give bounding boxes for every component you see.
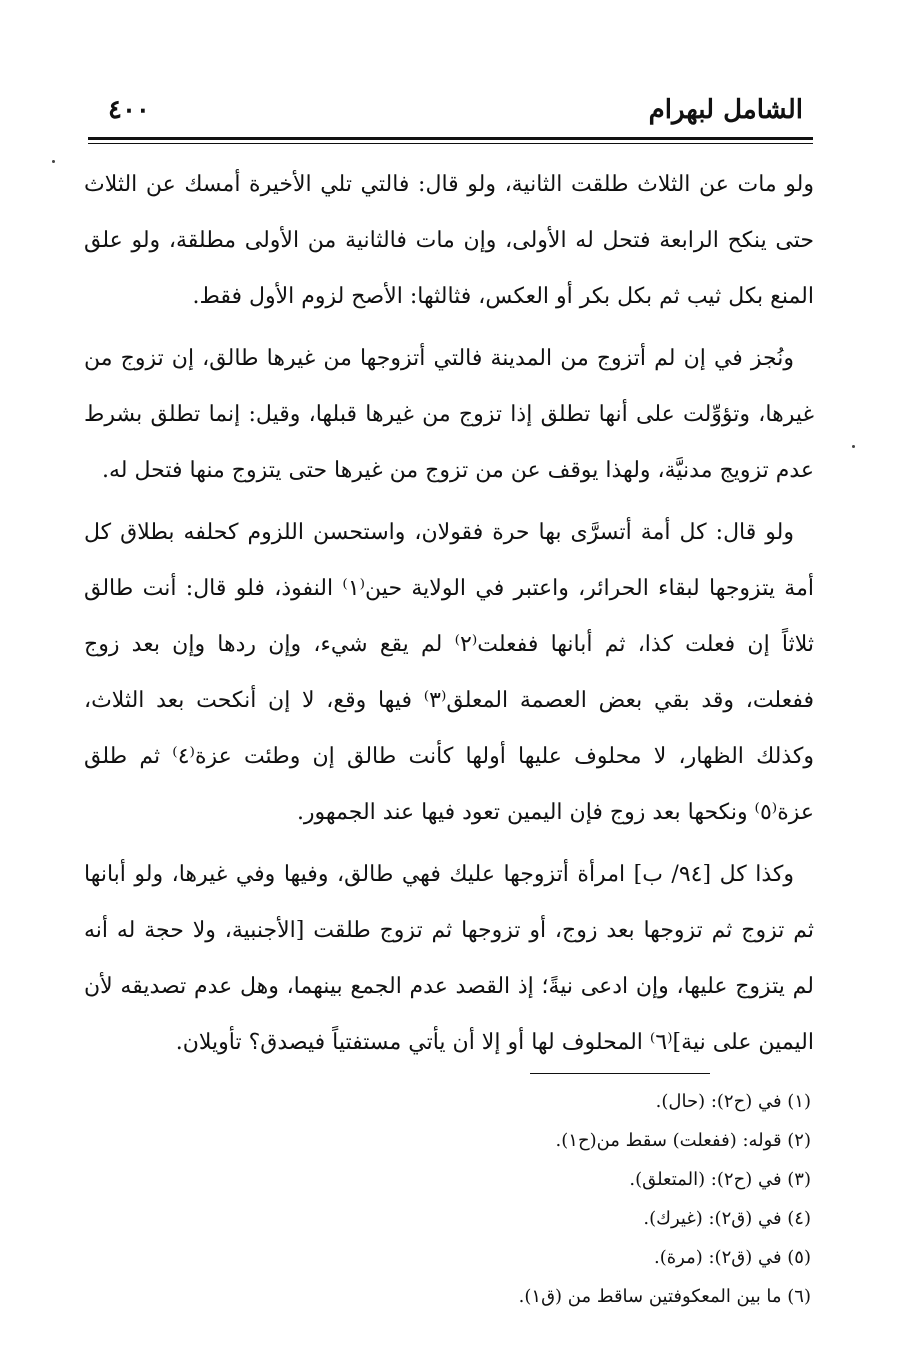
running-header: [88, 92, 813, 132]
footnote: (٥) في (ق٢): (مرة).: [653, 1247, 811, 1268]
page-number: ٤٠٠: [108, 95, 150, 125]
footnote-separator: [530, 1073, 710, 1074]
scan-speck: [852, 445, 855, 448]
scan-speck: [52, 160, 55, 163]
footnotes: [81, 1082, 811, 1316]
paragraph: ولو مات عن الثلاث طلقت الثانية، ولو قال: فالتي تلي الأخيرة أمسك عن الثلاث حتى ينكح الرابعة فتحل له الأولى، وإن مات فالثانية من الأولى مطلقة، ولو علق المنع بكل ثيب ثم بكل بكر أو العكس، فثالثها: الأصح لزوم الأول فقط.: [84, 172, 814, 309]
header-rule-thick: [88, 137, 813, 140]
paragraph: ونُجز في إن لم أتزوج من المدينة فالتي أتزوجها من غيرها طالق، إن تزوج من غيرها، وتؤوِّلت على أنها تطلق إذا تزوج من غيرها قبلها، وقيل: إنما تطلق بشرط عدم تزويج مدنيَّة، ولهذا يوقف عن من تزوج من غيرها حتى يتزوج منها فتحل له.: [84, 346, 814, 483]
book-title: الشامل لبهرام: [648, 95, 803, 125]
footnote: (١) في (ح٢): (حال).: [655, 1091, 811, 1112]
footnote: (٣) في (ح٢): (المتعلق).: [629, 1169, 811, 1190]
footnote: (٦) ما بين المعكوفتين ساقط من (ق١).: [518, 1286, 811, 1307]
main-text: [84, 157, 814, 1077]
footnote: (٤) في (ق٢): (غيرك).: [643, 1208, 811, 1229]
paragraph: وكذا كل [٩٤/ ب] امرأة أتزوجها عليك فهي طالق، وفيها وفي غيرها، ولو أبانها ثم تزوج ثم تزوجها بعد زوج، أو تزوجها ثم تزوج طلقت [الأجنبية، ولا حجة له أنه لم يتزوج عليها، وإن ادعى نيةً؛ إذ القصد عدم الجمع بينهما، وهل عدم تصديقه لأن اليمين على نية]⁽٦⁾ المحلوف لها أو إلا أن يأتي مستفتياً فيصدق؟ تأويلان.: [84, 862, 814, 1055]
header-rule-thin: [88, 143, 813, 144]
paragraph: ولو قال: كل أمة أتسرَّى بها حرة فقولان، واستحسن اللزوم كحلفه بطلاق كل أمة يتزوجها لبقاء الحرائر، واعتبر في الولاية حين⁽١⁾ النفوذ، فلو قال: أنت طالق ثلاثاً إن فعلت كذا، ثم أبانها ففعلت⁽٢⁾ لم يقع شيء، وإن ردها وإن بعد زوج ففعلت، وقد بقي بعض العصمة المعلق⁽٣⁾ فيها وقع، لا إن أنكحت بعد الثلاث، وكذلك الظهار، لا محلوف عليها أولها كأنت طالق إن وطئت عزة⁽٤⁾ ثم طلق عزة⁽٥⁾ ونكحها بعد زوج فإن اليمين تعود فيها عند الجمهور.: [84, 520, 815, 825]
footnote: (٢) قوله: (ففعلت) سقط من(ح١).: [555, 1130, 811, 1151]
